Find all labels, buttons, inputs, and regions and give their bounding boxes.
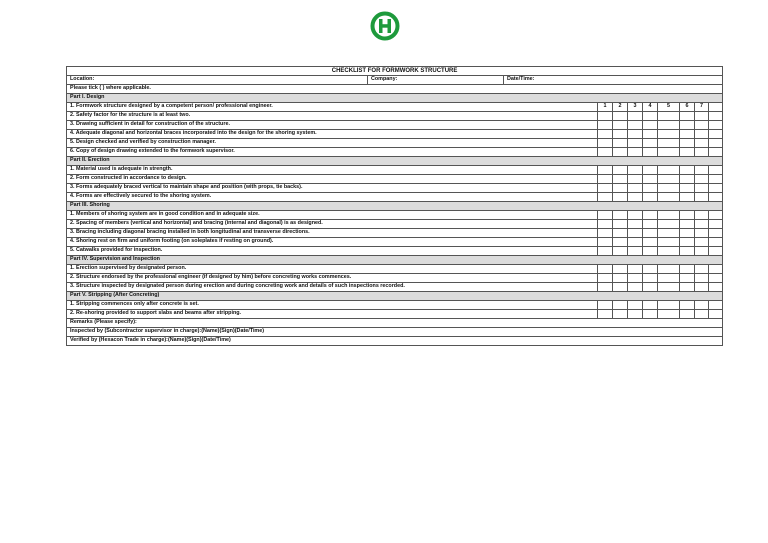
checklist-item: 4. Forms are effectively secured to the shoring system. <box>67 193 598 202</box>
inspected-date-field[interactable]: (Date/Time) <box>234 328 265 335</box>
tick-box[interactable] <box>658 112 680 121</box>
checklist-row <box>67 184 723 193</box>
tick-box[interactable] <box>680 229 695 238</box>
tick-box[interactable] <box>709 247 723 256</box>
tick-box[interactable] <box>613 112 628 121</box>
tick-box[interactable]: 7 <box>695 103 709 112</box>
tick-box[interactable] <box>628 148 643 157</box>
checklist-row <box>67 112 723 121</box>
tick-box[interactable] <box>628 238 643 247</box>
checklist-item: 1. Stripping commences only after concrete is set. <box>67 301 598 310</box>
tick-box[interactable] <box>643 238 658 247</box>
verified-name-field[interactable]: (Name) <box>167 337 187 344</box>
tick-box[interactable] <box>658 211 680 220</box>
inspected-sign-field[interactable]: (Sign) <box>219 328 235 335</box>
tick-box[interactable] <box>643 121 658 130</box>
verified-signoff <box>67 337 723 346</box>
section-header <box>67 292 723 301</box>
checklist-row <box>67 229 723 238</box>
tick-box[interactable] <box>643 301 658 310</box>
tick-box[interactable] <box>680 121 695 130</box>
tick-box[interactable] <box>680 265 695 274</box>
tick-box[interactable] <box>613 211 628 220</box>
tick-box[interactable] <box>695 238 709 247</box>
checklist-item: 4. Adequate diagonal and horizontal braces incorporated into the design for the shoring system. <box>67 130 598 139</box>
tick-box[interactable] <box>643 283 658 292</box>
tick-box[interactable] <box>598 211 613 220</box>
tick-box[interactable] <box>628 112 643 121</box>
tick-box[interactable] <box>658 193 680 202</box>
tick-box[interactable] <box>628 184 643 193</box>
checklist-item: 1. Erection supervised by designated person. <box>67 265 598 274</box>
tick-box[interactable] <box>695 274 709 283</box>
tick-box[interactable] <box>709 220 723 229</box>
section-title: Part III. Shoring <box>67 202 723 211</box>
tick-box[interactable] <box>598 265 613 274</box>
tick-box[interactable] <box>658 121 680 130</box>
checklist-row <box>67 175 723 184</box>
tick-box[interactable] <box>658 148 680 157</box>
tick-box[interactable] <box>709 301 723 310</box>
tick-box[interactable] <box>598 238 613 247</box>
checklist-row <box>67 274 723 283</box>
tick-box[interactable] <box>643 112 658 121</box>
tick-box[interactable]: 2 <box>613 103 628 112</box>
tick-box[interactable] <box>709 121 723 130</box>
tick-box[interactable] <box>658 265 680 274</box>
checklist-row <box>67 211 723 220</box>
tick-box[interactable] <box>643 265 658 274</box>
tick-box[interactable] <box>695 121 709 130</box>
instruction-text: Please tick ( ) where applicable. <box>67 85 723 94</box>
tick-box[interactable] <box>628 130 643 139</box>
tick-box[interactable] <box>680 166 695 175</box>
tick-box[interactable] <box>709 211 723 220</box>
tick-box[interactable] <box>613 238 628 247</box>
checklist-item: 2. Safety factor for the structure is at least two. <box>67 112 598 121</box>
tick-box[interactable] <box>695 247 709 256</box>
tick-box[interactable] <box>628 301 643 310</box>
company-logo <box>370 11 400 41</box>
tick-box[interactable] <box>658 175 680 184</box>
tick-box[interactable] <box>680 274 695 283</box>
checklist-item: 3. Forms adequately braced vertical to maintain shape and position (with props, tie backs). <box>67 184 598 193</box>
tick-box[interactable] <box>643 184 658 193</box>
checklist-row <box>67 310 723 319</box>
tick-box[interactable] <box>598 121 613 130</box>
tick-box[interactable] <box>680 283 695 292</box>
tick-box[interactable] <box>709 103 723 112</box>
tick-box[interactable] <box>709 148 723 157</box>
tick-box[interactable] <box>709 274 723 283</box>
tick-box[interactable] <box>628 166 643 175</box>
checklist-item: 5. Catwalks provided for inspection. <box>67 247 598 256</box>
tick-box[interactable] <box>628 247 643 256</box>
tick-box[interactable] <box>598 130 613 139</box>
tick-box[interactable] <box>658 283 680 292</box>
checklist-row <box>67 265 723 274</box>
tick-box[interactable] <box>643 310 658 319</box>
tick-box[interactable] <box>613 274 628 283</box>
tick-box[interactable] <box>643 220 658 229</box>
tick-box[interactable] <box>695 301 709 310</box>
checklist-item: 2. Re-shoring provided to support slabs and beams after stripping. <box>67 310 598 319</box>
tick-box[interactable] <box>680 175 695 184</box>
tick-box[interactable] <box>613 148 628 157</box>
tick-box[interactable] <box>613 310 628 319</box>
checklist-row <box>67 301 723 310</box>
checklist-item: 2. Structure endorsed by the professional engineer (if designed by him) before concreting works commences. <box>67 274 598 283</box>
tick-box[interactable] <box>658 220 680 229</box>
tick-box[interactable] <box>598 139 613 148</box>
tick-box[interactable] <box>628 193 643 202</box>
tick-box[interactable] <box>709 283 723 292</box>
tick-box[interactable] <box>695 283 709 292</box>
tick-box[interactable] <box>695 220 709 229</box>
tick-box[interactable] <box>695 130 709 139</box>
tick-box[interactable] <box>598 193 613 202</box>
tick-box[interactable] <box>628 265 643 274</box>
tick-box[interactable] <box>598 301 613 310</box>
tick-box[interactable] <box>643 211 658 220</box>
tick-box[interactable] <box>695 265 709 274</box>
tick-box[interactable] <box>680 310 695 319</box>
tick-box[interactable] <box>695 229 709 238</box>
tick-box[interactable] <box>680 139 695 148</box>
checklist-item: 3. Bracing including diagonal bracing installed in both longitudinal and transverse directions. <box>67 229 598 238</box>
section-header <box>67 157 723 166</box>
tick-box[interactable] <box>598 148 613 157</box>
section-title: Part I. Design <box>67 94 723 103</box>
tick-box[interactable] <box>628 139 643 148</box>
tick-box[interactable] <box>680 148 695 157</box>
tick-box[interactable] <box>613 220 628 229</box>
checklist-item: 2. Form constructed in accordance to design. <box>67 175 598 184</box>
tick-box[interactable]: 6 <box>680 103 695 112</box>
checklist-row <box>67 238 723 247</box>
verified-sign-field[interactable]: (Sign) <box>186 337 202 344</box>
tick-box[interactable] <box>613 166 628 175</box>
tick-box[interactable] <box>643 274 658 283</box>
tick-box[interactable] <box>695 310 709 319</box>
tick-box[interactable] <box>709 229 723 238</box>
tick-box[interactable] <box>643 229 658 238</box>
tick-box[interactable] <box>680 112 695 121</box>
tick-box[interactable] <box>643 193 658 202</box>
tick-box[interactable] <box>709 130 723 139</box>
tick-box[interactable] <box>628 121 643 130</box>
tick-box[interactable] <box>709 238 723 247</box>
inspected-label: Inspected by (Subcontractor supervisor in charge): <box>70 328 202 335</box>
checklist-row <box>67 193 723 202</box>
tick-box[interactable] <box>598 229 613 238</box>
tick-box[interactable] <box>613 247 628 256</box>
tick-box[interactable] <box>598 184 613 193</box>
tick-box[interactable] <box>598 166 613 175</box>
tick-box[interactable] <box>643 247 658 256</box>
location-field[interactable]: Location: <box>67 76 368 85</box>
checklist-row <box>67 148 723 157</box>
tick-box[interactable] <box>658 301 680 310</box>
checklist-row <box>67 139 723 148</box>
tick-box[interactable] <box>628 211 643 220</box>
tick-box[interactable] <box>628 283 643 292</box>
checklist-row <box>67 220 723 229</box>
tick-box[interactable] <box>709 193 723 202</box>
inspected-signoff <box>67 328 723 337</box>
checklist-row <box>67 121 723 130</box>
tick-box[interactable] <box>613 121 628 130</box>
tick-box[interactable] <box>695 112 709 121</box>
tick-box[interactable] <box>680 184 695 193</box>
checklist-row <box>67 166 723 175</box>
remarks-field[interactable]: Remarks (Please specify): <box>67 319 723 328</box>
tick-box[interactable] <box>613 229 628 238</box>
tick-box[interactable] <box>680 211 695 220</box>
tick-box[interactable] <box>598 112 613 121</box>
section-title: Part II. Erection <box>67 157 723 166</box>
tick-box[interactable] <box>680 130 695 139</box>
tick-box[interactable] <box>695 184 709 193</box>
checklist-row <box>67 130 723 139</box>
section-header <box>67 256 723 265</box>
tick-box[interactable]: 5 <box>658 103 680 112</box>
section-title: Part V. Stripping (After Concreting) <box>67 292 723 301</box>
tick-box[interactable] <box>613 301 628 310</box>
section-header <box>67 94 723 103</box>
tick-box[interactable] <box>695 148 709 157</box>
section-header <box>67 202 723 211</box>
tick-box[interactable] <box>613 175 628 184</box>
tick-box[interactable] <box>643 139 658 148</box>
tick-box[interactable] <box>628 274 643 283</box>
tick-box[interactable] <box>695 139 709 148</box>
tick-box[interactable] <box>598 310 613 319</box>
checklist-item: 3. Structure inspected by designated person during erection and during concreting work and details of such inspections recorded. <box>67 283 598 292</box>
inspected-name-field[interactable]: (Name) <box>201 328 220 335</box>
tick-box[interactable] <box>598 283 613 292</box>
tick-box[interactable] <box>658 274 680 283</box>
tick-box[interactable] <box>613 193 628 202</box>
tick-box[interactable] <box>613 283 628 292</box>
tick-box[interactable] <box>709 184 723 193</box>
tick-box[interactable] <box>643 175 658 184</box>
tick-box[interactable] <box>658 247 680 256</box>
tick-box[interactable] <box>658 139 680 148</box>
tick-box[interactable] <box>628 220 643 229</box>
checklist-item: 6. Copy of design drawing extended to the formwork supervisor. <box>67 148 598 157</box>
tick-box[interactable] <box>709 112 723 121</box>
checklist-table <box>66 66 723 346</box>
tick-box[interactable] <box>695 175 709 184</box>
checklist-row <box>67 247 723 256</box>
tick-box[interactable] <box>680 247 695 256</box>
tick-box[interactable]: 1 <box>598 103 613 112</box>
tick-box[interactable] <box>598 274 613 283</box>
tick-box[interactable] <box>695 166 709 175</box>
tick-box[interactable] <box>613 265 628 274</box>
checklist-title: CHECKLIST FOR FORMWORK STRUCTURE <box>67 67 723 76</box>
tick-box[interactable] <box>680 301 695 310</box>
tick-box[interactable] <box>709 310 723 319</box>
tick-box[interactable] <box>658 238 680 247</box>
tick-box[interactable] <box>680 238 695 247</box>
verified-date-field[interactable]: (Date/Time) <box>201 337 231 344</box>
tick-box[interactable] <box>643 166 658 175</box>
verified-label: Verified by (Hexacon Trade in charge): <box>70 337 168 344</box>
tick-box[interactable] <box>658 130 680 139</box>
tick-box[interactable] <box>598 247 613 256</box>
tick-box[interactable] <box>613 184 628 193</box>
tick-box[interactable] <box>628 175 643 184</box>
tick-box[interactable]: 4 <box>643 103 658 112</box>
tick-box[interactable] <box>695 211 709 220</box>
section-title: Part IV. Supervision and Inspection <box>67 256 723 265</box>
tick-box[interactable] <box>658 184 680 193</box>
checklist-item: 4. Shoring rest on firm and uniform footing (on soleplates if resting on ground). <box>67 238 598 247</box>
checklist-row <box>67 283 723 292</box>
checklist-item: 1. Members of shoring system are in good condition and in adequate size. <box>67 211 598 220</box>
tick-box[interactable] <box>709 175 723 184</box>
tick-box[interactable] <box>680 220 695 229</box>
tick-box[interactable] <box>695 193 709 202</box>
tick-box[interactable] <box>709 166 723 175</box>
tick-box[interactable] <box>613 139 628 148</box>
tick-box[interactable] <box>643 130 658 139</box>
tick-box[interactable] <box>658 229 680 238</box>
tick-box[interactable] <box>658 310 680 319</box>
tick-box[interactable] <box>598 220 613 229</box>
tick-box[interactable] <box>658 166 680 175</box>
tick-box[interactable] <box>709 139 723 148</box>
tick-box[interactable] <box>680 193 695 202</box>
tick-box[interactable] <box>709 265 723 274</box>
checklist-item: 3. Drawing sufficient in detail for construction of the structure. <box>67 121 598 130</box>
tick-box[interactable] <box>628 229 643 238</box>
checklist-item: 2. Spacing of members (vertical and horizontal) and bracing (internal and diagonal) is as designed. <box>67 220 598 229</box>
tick-box[interactable]: 3 <box>628 103 643 112</box>
tick-box[interactable] <box>643 148 658 157</box>
checklist-item: 1. Formwork structure designed by a competent person/ professional engineer. <box>67 103 598 112</box>
company-field[interactable]: Company: <box>368 76 504 85</box>
tick-box[interactable] <box>628 310 643 319</box>
checklist-item: 5. Design checked and verified by construction manager. <box>67 139 598 148</box>
checklist-row <box>67 103 723 112</box>
datetime-field[interactable]: Date/Time: <box>504 76 723 85</box>
checklist-item: 1. Material used is adequate in strength. <box>67 166 598 175</box>
tick-box[interactable] <box>598 175 613 184</box>
tick-box[interactable] <box>613 130 628 139</box>
